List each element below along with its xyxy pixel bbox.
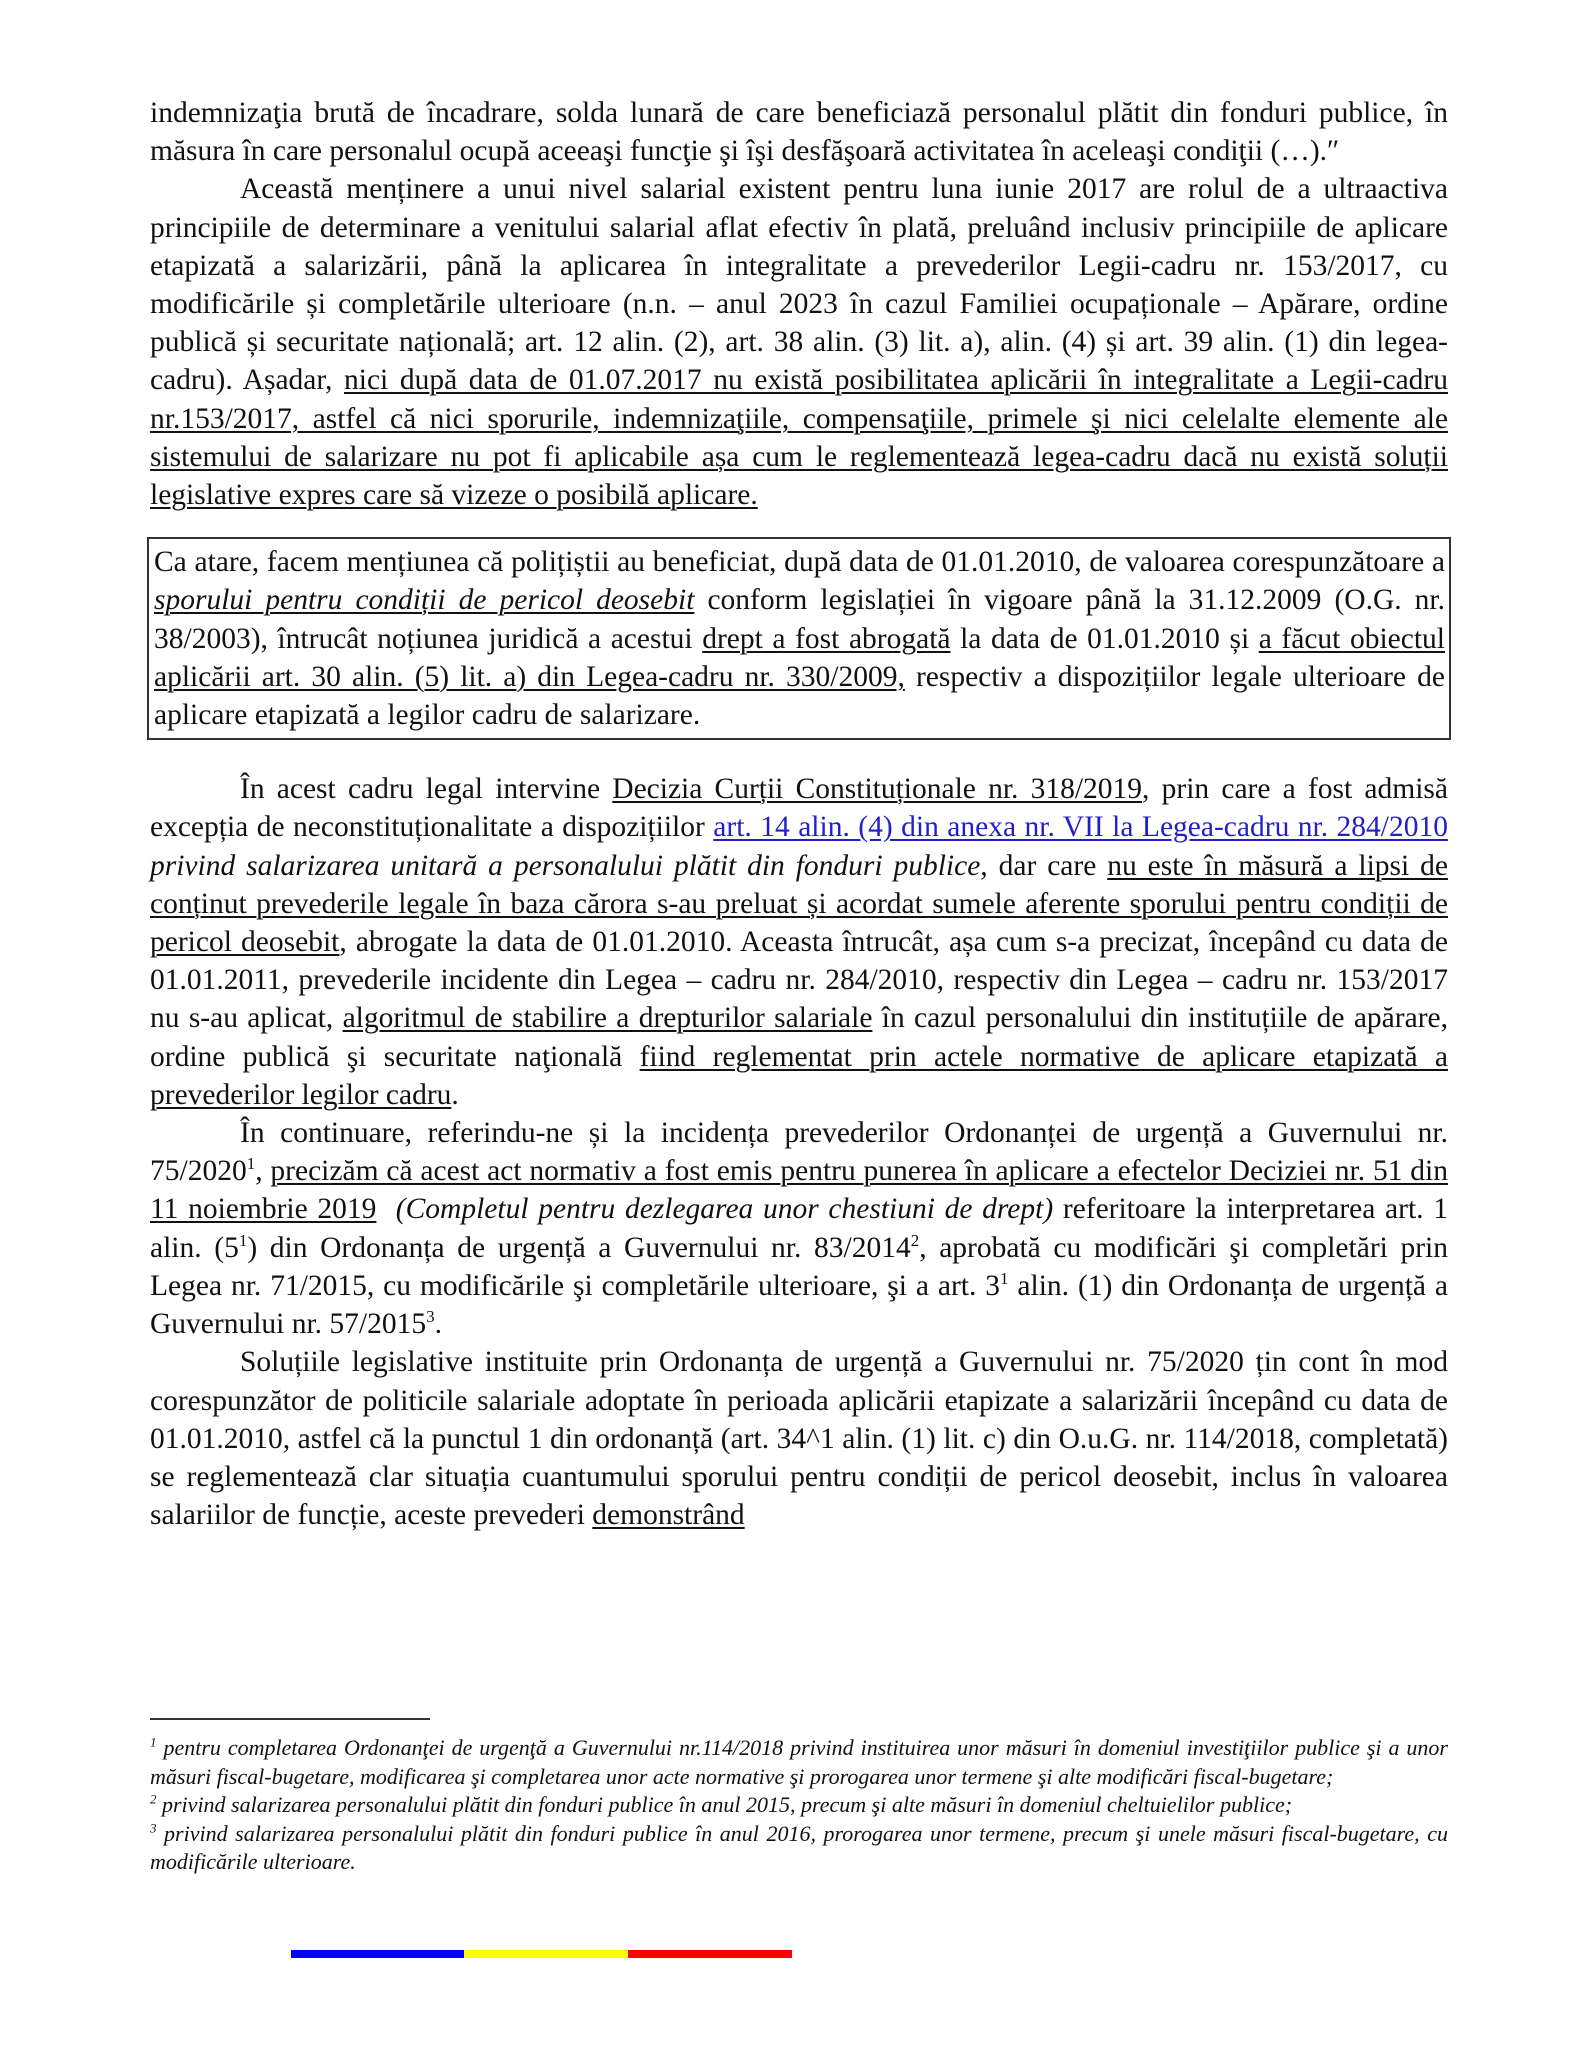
underlined-text: drept a fost abrogată: [702, 622, 951, 655]
text: , prin care a fost admisă excepția de neconstituționalitate a dispozițiilor: [150, 773, 1448, 844]
text: în cazul personalului din instituțiile de apărare, ordine publică şi securitate naţională: [150, 1002, 1448, 1073]
text: Soluțiile legislative instituite prin Ordonanța de urgență a Guvernului nr. 75/2020 țin cont în mod corespunzător de politicile salariale adoptate în perioada aplicării etapizate a salarizării începând cu data de 01.01.2010, astfel că la punctul 1 din ordonanță (art. 34^1 alin. (1) lit. c) din O.u.G. nr. 114/2018, completată) se reglementează clar situația cuantumului sporului pentru condiții de pericol deosebit, inclus în valoarea salariilor de funcție, aceste prevederi: [150, 1346, 1448, 1532]
underlined-text: precizăm că acest act normativ a fost emis pentru punerea în aplicare a efectelor Deciziei nr. 51 din 11 noiembrie 2019: [150, 1155, 1448, 1226]
text: , abrogate la data de 01.01.2010. Aceasta întrucât, așa cum s-a precizat, începând cu data de 01.01.2011, prevederile incidente din Legea – cadru nr. 284/2010, respectiv din Legea – cadru nr. 153/2017 nu s-au aplicat,: [150, 926, 1448, 1035]
footnote-ref-2[interactable]: 2: [910, 1230, 920, 1250]
footnotes: [150, 1734, 1448, 1877]
underlined-text: fiind reglementat prin actele normative de aplicare etapizată a prevederilor legilor cadru: [150, 1040, 1448, 1111]
paragraph-quote-end: indemnizaţia brută de încadrare, solda lunară de care beneficiază personalul plătit din fonduri publice, în măsura în care personalul ocupă aceeaşi funcţie şi îşi desfăşoară activitatea în aceleaşi condiţii (…).″: [150, 97, 1448, 168]
text: , aprobată cu modificări şi completări prin Legea nr. 71/2015, cu modificările şi completările ulterioare, şi a art. 3: [150, 1231, 1448, 1302]
underlined-text: nu este în măsură a lipsi de conținut prevederile legale în baza cărora s-au preluat și acordat sumele aferente sporului pentru condiții de pericol deosebit: [150, 849, 1448, 959]
document-body: [150, 94, 1448, 1534]
text: la data de 01.01.2010 și: [950, 622, 1259, 655]
paragraph-oug-75-2020: [150, 1114, 1448, 1343]
text: .: [451, 1078, 459, 1111]
footnote-mark: 1: [150, 1734, 157, 1750]
footnote-2: [150, 1791, 1448, 1820]
footnote-1: [150, 1734, 1448, 1791]
flag-stripe-blue: [291, 1950, 464, 1958]
italic-text: privind salarizarea unitară a personalului plătit din fonduri publice,: [150, 849, 988, 882]
text: Ca atare, facem mențiunea că polițiștii au beneficiat, după data de 01.01.2010, de valoarea corespunzătoare a: [154, 546, 1445, 579]
footnote-text: privind salarizarea personalului plătit din fonduri publice în anul 2015, precum şi alte măsuri în domeniul cheltuielilor publice;: [156, 1792, 1293, 1817]
footnote-3: [150, 1820, 1448, 1877]
flag-stripe-yellow: [464, 1950, 628, 1958]
text: În continuare, referindu-ne și la incidența prevederilor Ordonanței de urgență a Guvernului nr. 75/2020: [150, 1117, 1448, 1188]
text: respectiv a dispozițiilor legale ulterioare de aplicare etapizată a legilor cadru de salarizare.: [154, 660, 1445, 732]
paragraph-ultraactivation: [150, 170, 1448, 514]
footnote-ref-3[interactable]: 3: [426, 1307, 435, 1327]
footnote-separator: [150, 1718, 430, 1720]
flag-stripe-red: [628, 1950, 792, 1958]
underlined-text: demonstrând: [592, 1499, 745, 1532]
footnote-text: privind salarizarea personalului plătit din fonduri publice în anul 2016, prorogarea unor termene, precum şi unele măsuri fiscal-bugetare, cu modificările ulterioare.: [150, 1820, 1448, 1874]
underlined-text: algoritmul de stabilire a drepturilor salariale: [342, 1002, 873, 1035]
italic-text: (Completul pentru dezlegarea unor chestiuni de drept): [376, 1193, 1054, 1226]
text: referitoare la interpretarea art. 1 alin. (5: [150, 1193, 1448, 1264]
underlined-text: Decizia Curții Constituționale nr. 318/2019: [612, 773, 1143, 806]
text: ,: [255, 1155, 271, 1188]
footnote-text: pentru completarea Ordonanţei de urgenţă a Guvernului nr.114/2018 privind instituirea unor măsuri în domeniul investiţiilor publice şi a unor măsuri fiscal-bugetare, modificarea şi completarea unor acte normative şi prorogarea unor termene şi alte modificări fiscal-bugetare;: [150, 1735, 1448, 1789]
text: conform legislației în vigoare până la 31.12.2009 (O.G. nr. 38/2003), întrucât noțiunea juridică a acestui: [154, 584, 1445, 655]
footnote-mark: 3: [150, 1820, 157, 1836]
superscript: 1: [1000, 1269, 1009, 1289]
text: alin. (1) din Ordonanța de urgență a Guvernului nr. 57/2015: [150, 1269, 1448, 1341]
paragraph-legislative-solutions: [150, 1343, 1448, 1534]
text: ) din Ordonanța de urgență a Guvernului nr. 83/2014: [247, 1231, 911, 1264]
underlined-text: a făcut obiectul aplicării art. 30 alin. (5) lit. a) din Legea-cadru nr. 330/2009,: [154, 622, 1445, 693]
paragraph-ccr-decision: [150, 770, 1448, 1114]
footnote-ref-1[interactable]: 1: [246, 1154, 256, 1174]
text: dar care: [987, 849, 1108, 882]
boxed-paragraph: [154, 543, 1445, 734]
tricolor-footer-bar: [291, 1950, 794, 1958]
boxed-note: [147, 537, 1451, 740]
law-reference-link[interactable]: art. 14 alin. (4) din anexa nr. VII la Legea-cadru nr. 284/2010: [713, 811, 1448, 844]
underlined-text: nici după data de 01.07.2017 nu există posibilitatea aplicării în integralitate a Legii-cadru nr.153/2017, astfel că nici sporurile, indemnizaţiile, compensaţiile, primele şi nici celelalte elemente ale sistemului de salarizare nu pot fi aplicabile așa cum le reglementează legea-cadru dacă nu există soluții legislative expres care să vizeze o posibilă aplicare.: [150, 364, 1448, 512]
text: În acest cadru legal intervine: [240, 773, 613, 806]
paragraph-text: Această menținere a unui nivel salarial existent pentru luna iunie 2017 are rolul de a ultraactiva principiile de determinare a venitului salarial aflat efectiv în plată, preluând inclusiv principiile de aplicare etapizată a salarizării, până la aplicarea în integralitate a prevederilor Legii-cadru nr. 153/2017, cu modificările și completările ulterioare (n.n. – anul 2023 în cazul Familiei ocupaționale – Apărare, ordine publică și securitate națională; art. 12 alin. (2), art. 38 alin. (3) lit. a), alin. (4) și art. 39 alin. (1) din legea-cadru). Așadar,: [150, 173, 1448, 397]
footnote-mark: 2: [150, 1791, 157, 1807]
emphasized-text: sporului pentru condiții de pericol deosebit: [154, 584, 695, 617]
text: .: [434, 1308, 443, 1341]
superscript: 1: [238, 1230, 248, 1250]
